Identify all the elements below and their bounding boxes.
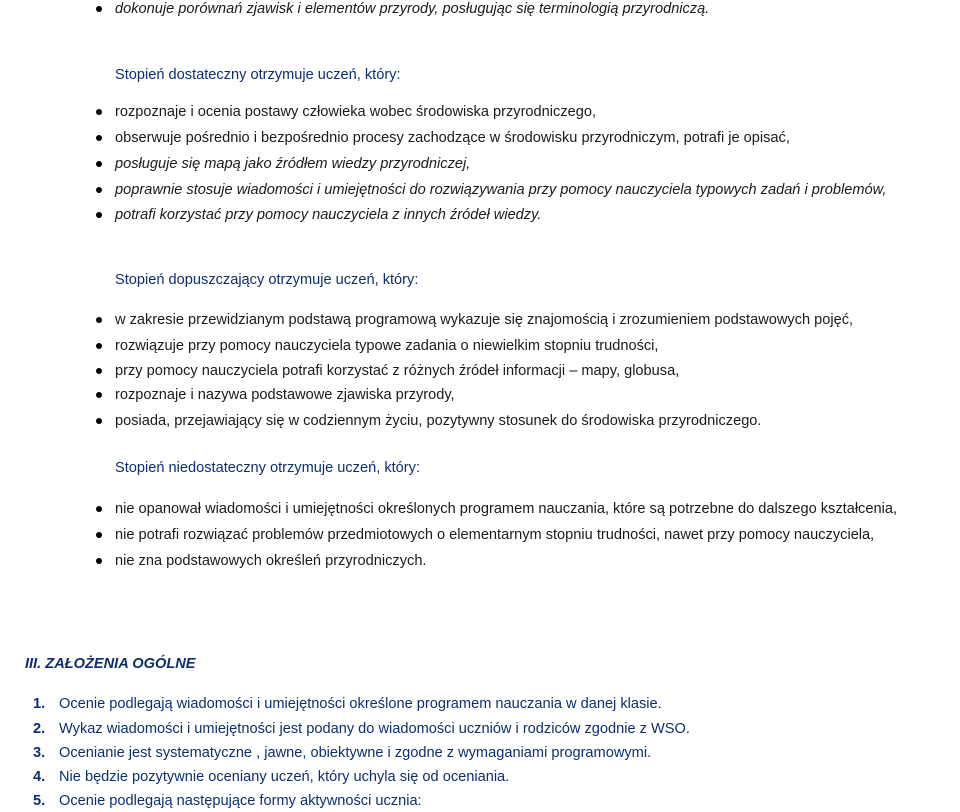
item-number: 1. bbox=[33, 696, 46, 712]
list-item: w zakresie przewidzianym podstawą programową wykazuje się znajomością i zrozumieniem podstawowych pojęć, bbox=[115, 312, 854, 328]
numbered-item bbox=[33, 792, 422, 810]
list-item: potrafi korzystać przy pomocy nauczyciela z innych źródeł wiedzy. bbox=[115, 207, 542, 223]
item-text: Ocenianie jest systematyczne , jawne, obiektywne i zgodne z wymaganiami programowymi. bbox=[59, 745, 652, 761]
list-item: nie opanował wiadomości i umiejętności określonych programem nauczania, które są potrzebne do dalszego kształcenia, bbox=[115, 501, 897, 517]
item-number: 2. bbox=[33, 721, 46, 737]
item-number: 4. bbox=[33, 769, 46, 785]
list-item: nie zna podstawowych określeń przyrodniczych. bbox=[115, 553, 427, 569]
list-item: rozpoznaje i ocenia postawy człowieka wobec środowiska przyrodniczego, bbox=[115, 104, 597, 120]
numbered-item bbox=[33, 768, 510, 786]
item-number: 5. bbox=[33, 793, 46, 809]
list-item: posługuje się mapą jako źródłem wiedzy przyrodniczej, bbox=[115, 156, 471, 172]
list-item: rozwiązuje przy pomocy nauczyciela typowe zadania o niewielkim stopniu trudności, bbox=[115, 338, 659, 354]
section-heading-dopuszczajacy: Stopień dopuszczający otrzymuje uczeń, który: bbox=[115, 272, 419, 288]
list-item: rozpoznaje i nazywa podstawowe zjawiska przyrody, bbox=[115, 387, 455, 403]
list-item: dokonuje porównań zjawisk i elementów przyrody, posługując się terminologią przyrodniczą. bbox=[115, 1, 710, 17]
section-heading-dostateczny: Stopień dostateczny otrzymuje uczeń, który: bbox=[115, 67, 401, 83]
item-number: 3. bbox=[33, 745, 46, 761]
list-item: obserwuje pośrednio i bezpośrednio procesy zachodzące w środowisku przyrodniczym, potrafi je opisać, bbox=[115, 130, 790, 146]
list-item: przy pomocy nauczyciela potrafi korzystać z różnych źródeł informacji – mapy, globusa, bbox=[115, 363, 680, 379]
numbered-item bbox=[33, 744, 652, 762]
section-title: III. ZAŁOŻENIA OGÓLNE bbox=[25, 656, 196, 672]
section-heading-niedostateczny: Stopień niedostateczny otrzymuje uczeń, który: bbox=[115, 460, 421, 476]
list-item: poprawnie stosuje wiadomości i umiejętności do rozwiązywania przy pomocy nauczyciela typowych zadań i problemów, bbox=[115, 182, 887, 198]
numbered-item bbox=[33, 720, 690, 738]
item-text: Wykaz wiadomości i umiejętności jest podany do wiadomości uczniów i rodziców zgodnie z WSO. bbox=[59, 721, 690, 737]
numbered-item bbox=[33, 695, 662, 713]
item-text: Nie będzie pozytywnie oceniany uczeń, który uchyla się od oceniania. bbox=[59, 769, 510, 785]
list-item: posiada, przejawiający się w codziennym życiu, pozytywny stosunek do środowiska przyrodniczego. bbox=[115, 413, 762, 429]
item-text: Ocenie podlegają wiadomości i umiejętności określone programem nauczania w danej klasie. bbox=[59, 696, 662, 712]
list-item: nie potrafi rozwiązać problemów przedmiotowych o elementarnym stopniu trudności, nawet przy pomocy nauczyciela, bbox=[115, 527, 875, 543]
item-text: Ocenie podlegają następujące formy aktywności ucznia: bbox=[59, 793, 422, 809]
